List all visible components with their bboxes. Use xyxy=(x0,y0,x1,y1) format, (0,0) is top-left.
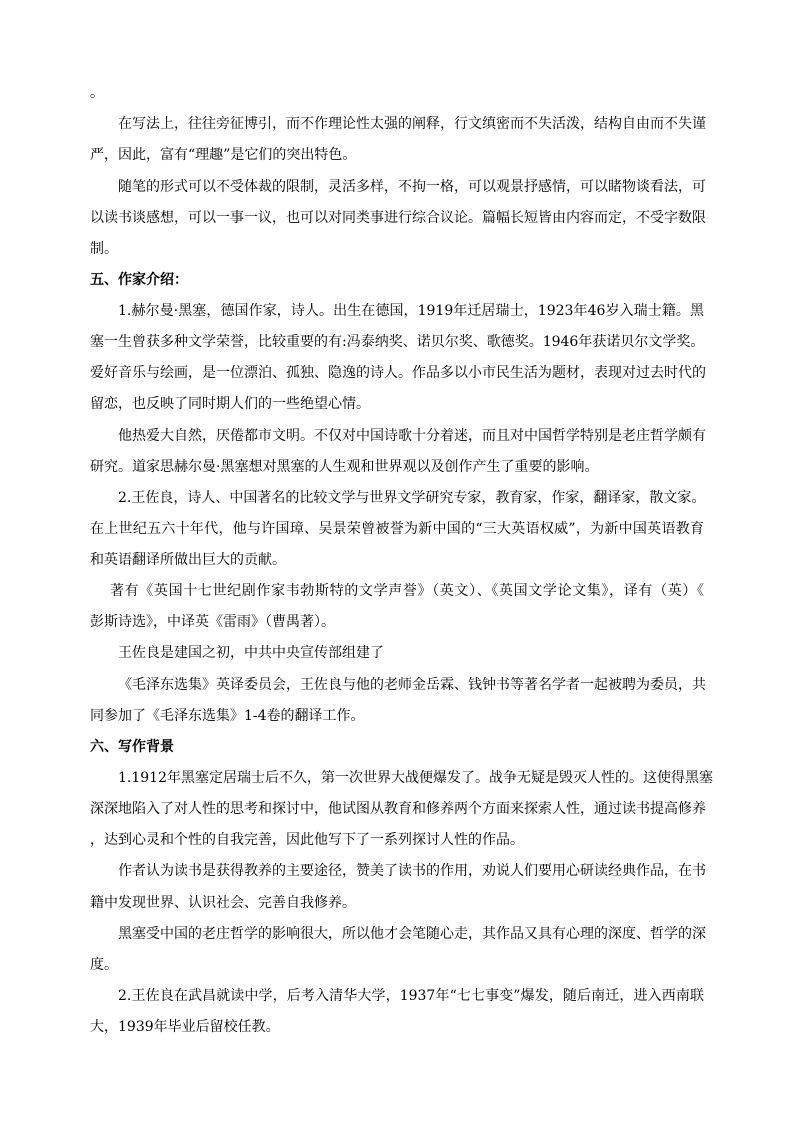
text-line: 大，1939年毕业后留校任教。 xyxy=(90,1019,280,1035)
text-line: ，达到心灵和个性的自我完善，因此他写下了一系列探讨人性的作品。 xyxy=(90,832,524,848)
text-line: 2.王佐良，诗人、中国著名的比较文学与世界文学研究专家，教育家，作家，翻译家，散文家。 xyxy=(118,490,706,506)
text-line: 他热爱大自然，厌倦都市文明。不仅对中国诗歌十分着迷，而且对中国哲学特别是老庄哲学颇有 xyxy=(118,428,706,444)
text-line: 2.王佐良在武昌就读中学，后考入清华大学，1937年“七七事变”爆发，随后南迁，进入西南联 xyxy=(118,988,704,1004)
text-line: 同参加了《毛泽东选集》1-4卷的翻译工作。 xyxy=(90,708,365,724)
text-line: 研究。道家思赫尔曼·黑塞想对黑塞的人生观和世界观以及创作产生了重要的影响。 xyxy=(90,459,599,475)
text-line: 在写法上，往往旁征博引，而不作理论性太强的阐释，行文缜密而不失活泼，结构自由而不失谨 xyxy=(118,116,706,132)
text-line: 《毛泽东选集》英译委员会，王佐良与他的老师金岳霖、钱钟书等著名学者一起被聘为委员，共 xyxy=(118,677,706,693)
text-line: 随笔的形式可以不受体裁的限制，灵活多样，不拘一格，可以观景抒感情，可以睹物谈看法，可 xyxy=(118,179,706,195)
section-heading-author: 五、作家介绍： xyxy=(90,272,188,288)
text-line: 作者认为读书是获得教养的主要途径，赞美了读书的作用，劝说人们要用心研读经典作品，在书 xyxy=(118,863,706,879)
text-line: 彭斯诗选》，中译英《雷雨》（曹禺著）。 xyxy=(90,614,335,630)
text-line: 制。 xyxy=(90,241,118,257)
text-line: 王佐良是建国之初，中共中央宣传部组建了 xyxy=(118,645,384,661)
text-line: 严，因此，富有“理趣”是它们的突出特色。 xyxy=(90,147,357,163)
text-line: 。 xyxy=(90,85,104,101)
text-line: 黑塞受中国的老庄哲学的影响很大，所以他才会笔随心走，其作品又具有心理的深度、哲学的深 xyxy=(118,926,706,942)
text-line: 塞一生曾获多种文学荣誉，比较重要的有:冯泰纳奖、诺贝尔奖、歌德奖。1946年获诺贝尔文学奖。 xyxy=(90,334,705,350)
text-line: 著有《英国十七世纪剧作家韦勃斯特的文学声誉》（英文）、《英国文学论文集》，译有（英）《 xyxy=(110,583,704,599)
text-line: 在上世纪五六十年代，他与许国璋、吴景荣曾被誉为新中国的“三大英语权威”，为新中国英语教育 xyxy=(90,521,704,537)
section-heading-background: 六、写作背景 xyxy=(90,739,174,755)
text-line: 1.赫尔曼·黑塞，德国作家，诗人。出生在德国，1919年迁居瑞士，1923年46岁入瑞士籍。黑 xyxy=(118,303,704,319)
text-line: 以读书谈感想，可以一事一议，也可以对同类事进行综合议论。篇幅长短皆由内容而定，不受字数限 xyxy=(90,210,706,226)
text-line: 留恋，也反映了同时期人们的一些绝望心情。 xyxy=(90,396,370,412)
text-line: 籍中发现世界、认识社会、完善自我修养。 xyxy=(90,895,356,911)
text-line: 度。 xyxy=(90,957,118,973)
text-line: 1.1912年黑塞定居瑞士后不久，第一次世界大战便爆发了。战争无疑是毁灭人性的。这使得黑塞 xyxy=(118,770,713,786)
text-line: 爱好音乐与绘画，是一位漂泊、孤独、隐逸的诗人。作品多以小市民生活为题材，表现对过去时代的 xyxy=(90,365,706,381)
text-line: 和英语翻译所做出巨大的贡献。 xyxy=(90,552,286,568)
text-line: 深深地陷入了对人性的思考和探讨中，他试图从教育和修养两个方面来探索人性，通过读书提高修养 xyxy=(90,801,706,817)
